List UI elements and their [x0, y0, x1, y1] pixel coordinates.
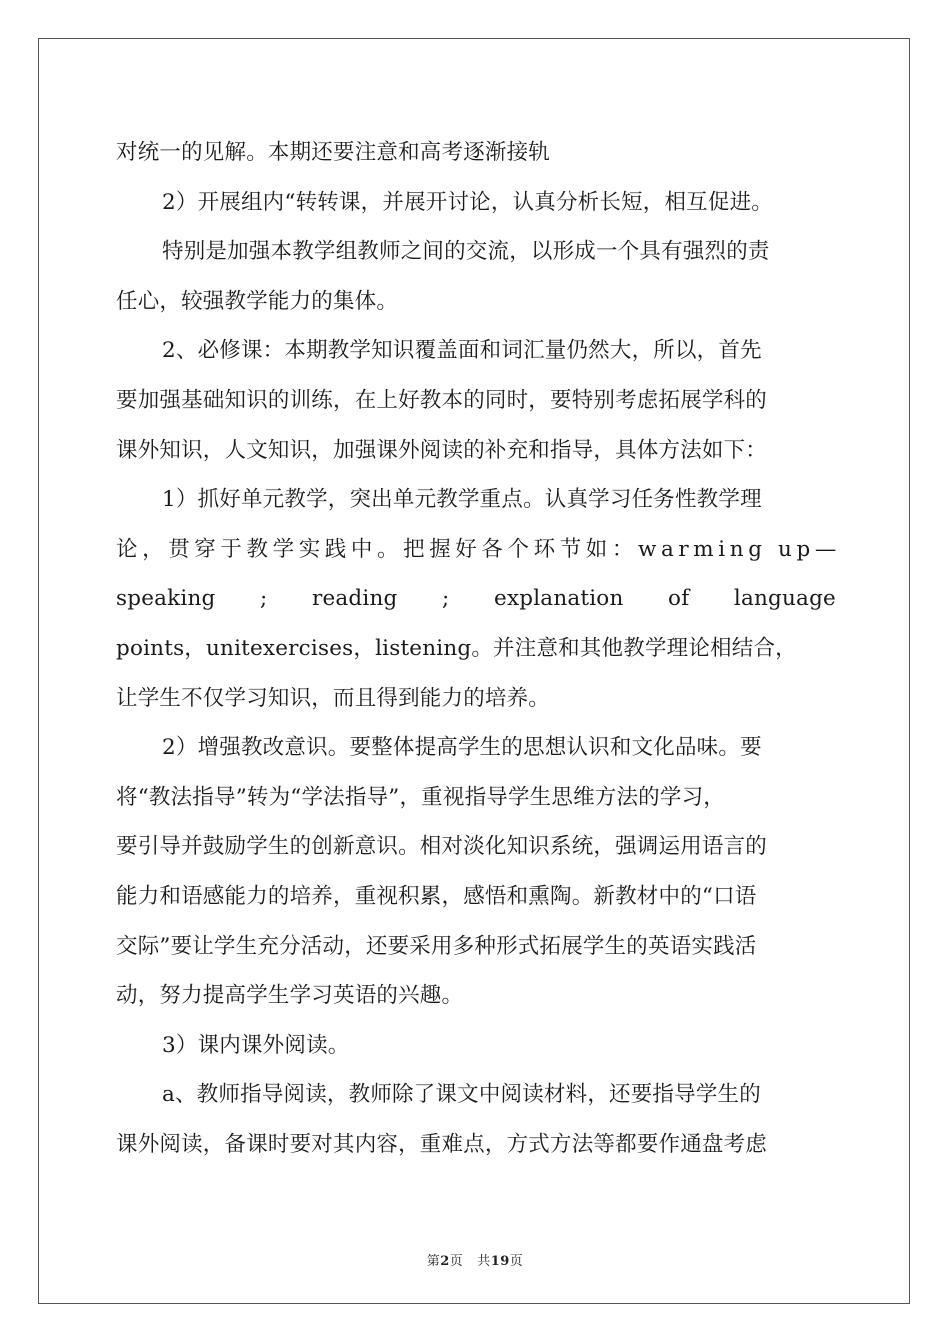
text-line: 课外阅读，备课时要对其内容，重难点，方式方法等都要作通盘考虑: [116, 1131, 768, 1157]
text-line: 让学生不仅学习知识，而且得到能力的培养。: [116, 685, 551, 711]
text-line: 对统一的见解。本期还要注意和高考逐渐接轨: [116, 140, 551, 165]
word: reading: [312, 586, 398, 612]
word: language: [733, 586, 836, 612]
text-line: a、教师指导阅读，教师除了课文中阅读材料，还要指导学生的: [162, 1082, 761, 1108]
word: ;: [260, 586, 268, 612]
total-prefix: 共: [477, 1254, 491, 1269]
text-line: 2）开展组内“转转课，并展开讨论，认真分析长短，相互促进。: [162, 189, 773, 215]
text-line: 3）课内课外阅读。: [162, 1032, 350, 1058]
page-number: 2: [440, 1254, 450, 1269]
text-line: 课外知识，人文知识，加强课外阅读的补充和指导，具体方法如下：: [116, 437, 768, 463]
document-body: [116, 128, 841, 1169]
text-line: 要引导并鼓励学生的创新意识。相对淡化知识系统，强调运用语言的: [116, 834, 768, 860]
text-line: 特别是加强本教学组教师之间的交流，以形成一个具有强烈的责: [162, 239, 770, 265]
page-suffix: 页: [449, 1254, 464, 1269]
text-line: 2、必修课：本期教学知识覆盖面和词汇量仍然大，所以，首先: [162, 338, 762, 364]
text-line-justified: [116, 574, 836, 624]
total-pages: 19: [490, 1254, 510, 1269]
text-line: 论，贯穿于教学实践中。把握好各个环节如：warming up—: [116, 536, 841, 562]
page-footer: [0, 1250, 950, 1269]
text-line: 任心，较强教学能力的集体。: [116, 288, 399, 314]
word: of: [668, 586, 690, 612]
text-line: 将“教法指导”转为“学法指导”，重视指导学生思维方法的学习，: [116, 784, 725, 810]
total-suffix: 页: [509, 1254, 524, 1269]
text-line: points，unitexercises，listening。并注意和其他教学理论相结合，: [116, 635, 797, 661]
text-line: 动，努力提高学生学习英语的兴趣。: [116, 983, 464, 1009]
word: explanation: [494, 586, 624, 612]
text-line: 要加强基础知识的训练，在上好教本的同时，要特别考虑拓展学科的: [116, 387, 768, 413]
text-line: 交际”要让学生充分活动，还要采用多种形式拓展学生的英语实践活: [116, 933, 757, 959]
page-prefix: 第: [426, 1254, 441, 1269]
text-line: 能力和语感能力的培养，重视积累，感悟和熏陶。新教材中的“口语: [116, 883, 757, 909]
word: ;: [442, 586, 450, 612]
word: speaking: [116, 586, 216, 612]
text-line: 1）抓好单元教学，突出单元教学重点。认真学习任务性教学理: [162, 487, 762, 513]
text-line: 2）增强教改意识。要整体提高学生的思想认识和文化品味。要: [162, 735, 762, 761]
